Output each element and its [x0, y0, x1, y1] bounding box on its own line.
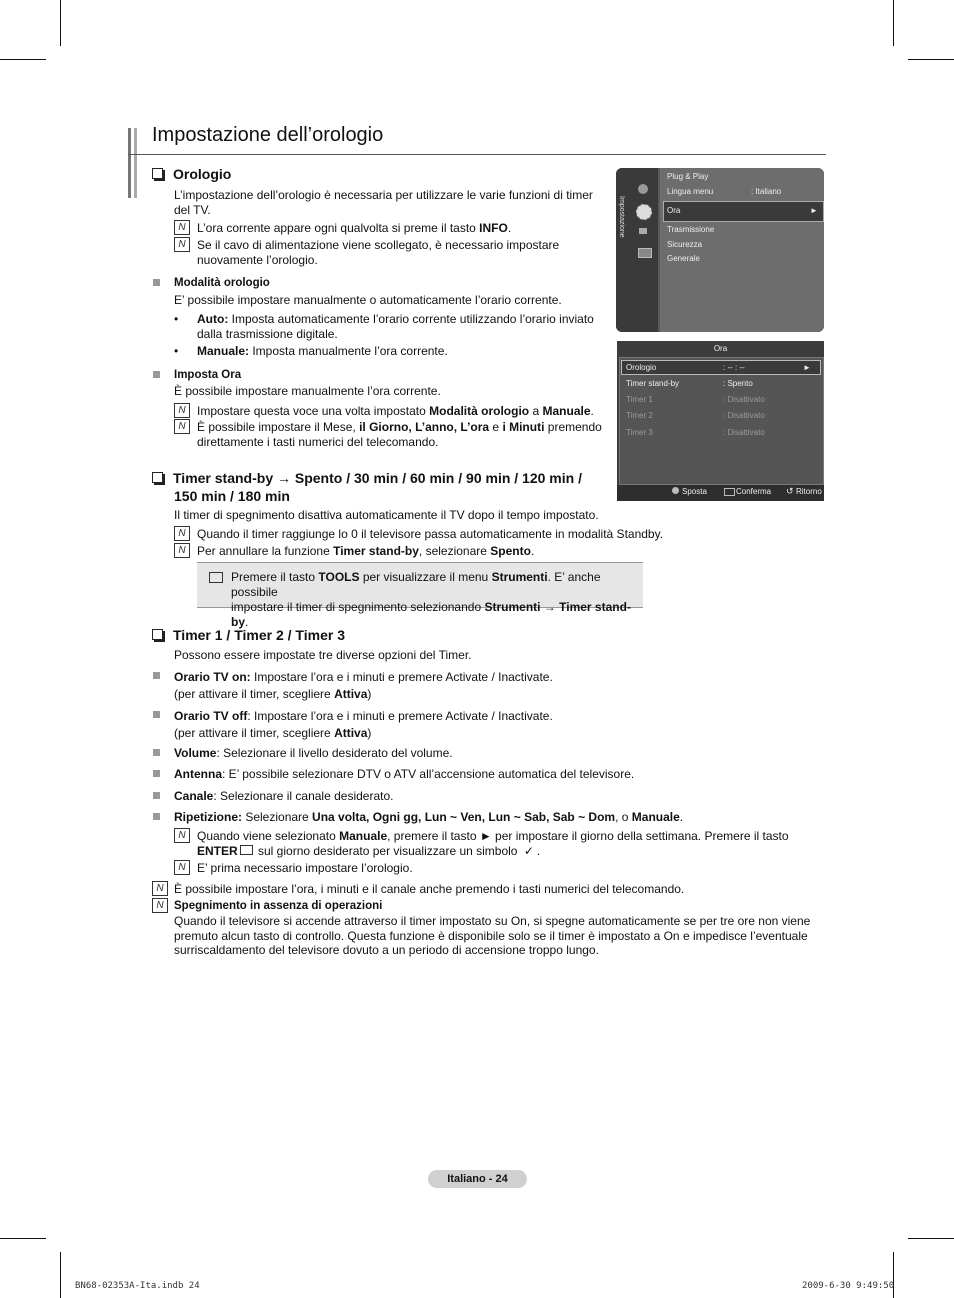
menu-sidebar: [616, 168, 658, 332]
menu-item-plug-play[interactable]: Plug & Play: [667, 172, 709, 181]
section-heading-standby: Timer stand-by → Spento / 30 min / 60 min / 90 min / 120 min / 150 min / 180 min: [152, 469, 582, 505]
enter-icon: [240, 845, 253, 855]
bullet-dot: •: [174, 344, 179, 358]
imposta-title: Imposta Ora: [174, 369, 242, 381]
chevron-right-icon: ►: [803, 363, 811, 372]
bullet-square-icon: [153, 792, 160, 799]
ripetizione-item: Ripetizione: Selezionare Una volta, Ogni gg, Lun ~ Ven, Lun ~ Sab, Sab ~ Dom, o Manuale.: [174, 810, 684, 824]
menu-row-timer-standby-value: : Spento: [723, 379, 753, 388]
spegnimento-desc: Quando il televisore si accende attraverso il timer impostato su On, si spegne automaticamente se per tre ore non viene premuto alcun tasto di controllo. Questa funzione è disponibile solo se il timer è impostato a On e impedisce l’eventuale surriscaldamento del televisore dovuto a un periodo di accensione troppo lungo.: [174, 914, 811, 957]
menu-side-label: Impostazione: [618, 196, 625, 238]
menu-row-orologio[interactable]: Orologio: [626, 363, 657, 372]
checkbox-icon: [152, 629, 163, 640]
title-rule: [128, 154, 826, 155]
menu-row-timer1-value: : Disattivato: [723, 395, 765, 404]
menu-item-generale[interactable]: Generale: [667, 254, 700, 263]
canale-item: Canale: Selezionare il canale desiderato.: [174, 789, 394, 803]
note-icon: N: [174, 543, 190, 558]
crop-mark: [908, 59, 954, 60]
menu-item-trasmissione[interactable]: Trasmissione: [667, 225, 715, 234]
orologio-intro: L’impostazione dell’orologio è necessaria per utilizzare le varie funzioni di timer del TV.: [174, 188, 593, 217]
menu-item-sicurezza[interactable]: Sicurezza: [667, 240, 703, 249]
standby-note-1: Quando il timer raggiunge lo 0 il televisore passa automaticamente in modalità Standby.: [197, 527, 664, 541]
ripetizione-note-1: Quando viene selezionato Manuale, premere il tasto ► per impostare il giorno della settimana. Premere il tasto ENTER sul giorno desiderato per visualizzare un simbolo ✓ .: [197, 829, 789, 858]
bullet-square-icon: [153, 770, 160, 777]
crop-mark: [0, 59, 46, 60]
bullet-dot: •: [174, 312, 179, 326]
menu-row-timer2-value: : Disattivato: [723, 411, 765, 420]
auto-item: Auto: Imposta automaticamente l’orario corrente utilizzando l’orario inviato dalla trasmissione digitale.: [197, 312, 594, 341]
chevron-right-icon: ►: [810, 206, 818, 215]
spegnimento-title: Spegnimento in assenza di operazioni: [174, 900, 383, 912]
menu-row-timer3[interactable]: Timer 3: [626, 428, 653, 437]
note-icon: N: [174, 237, 190, 252]
note-icon: N: [174, 419, 190, 434]
crop-mark: [908, 1238, 954, 1239]
menu-item-ora[interactable]: Ora: [667, 206, 681, 215]
menu-item-lingua[interactable]: Lingua menu: [667, 187, 714, 196]
menu-row-timer3-value: : Disattivato: [723, 428, 765, 437]
support-icon: [638, 248, 652, 258]
tools-tip-box: [197, 562, 643, 629]
manuale-item: Manuale: Imposta manualmente l’ora corrente.: [197, 344, 448, 358]
orologio-note-2: Se il cavo di alimentazione viene scollegato, è necessario impostare nuovamente l’orologio.: [197, 238, 560, 267]
menu-row-timer2[interactable]: Timer 2: [626, 411, 653, 420]
volume-item: Volume: Selezionare il livello desiderato del volume.: [174, 746, 453, 760]
note-icon: N: [174, 526, 190, 541]
crop-mark: [893, 0, 894, 46]
menu-item-lingua-value: : Italiano: [751, 187, 782, 196]
orologio-note-1: L’ora corrente appare ogni qualvolta si preme il tasto INFO.: [197, 221, 512, 235]
tools-icon: [209, 572, 223, 583]
note-icon: N: [174, 403, 190, 418]
picture-icon: [638, 184, 648, 194]
orario-on-item: Orario TV on: Impostare l’ora e i minuti e premere Activate / Inactivate. (per attivare il timer, scegliere Attiva): [174, 670, 553, 701]
bullet-square-icon: [153, 749, 160, 756]
modalita-desc: E’ possibile impostare manualmente o automaticamente l’orario corrente.: [174, 293, 562, 307]
checkmark-icon: ✓: [523, 844, 534, 858]
tools-tip-text: Premere il tasto TOOLS per visualizzare il menu Strumenti. E’ anche possibile impostare il timer di spegnimento selezionando Strumenti → Timer stand-by.: [231, 570, 631, 629]
bullet-square-icon: [153, 279, 160, 286]
footer-file: BN68-02353A-Ita.indb 24: [75, 1281, 200, 1291]
menu-row-timer1[interactable]: Timer 1: [626, 395, 653, 404]
modalita-title: Modalità orologio: [174, 277, 270, 289]
section-heading-timers: Timer 1 / Timer 2 / Timer 3: [152, 627, 345, 643]
tv-menu-setup: [616, 168, 824, 332]
page-number: Italiano - 24: [428, 1170, 527, 1188]
bullet-square-icon: [153, 672, 160, 679]
ripetizione-note-2: E’ prima necessario impostare l’orologio.: [197, 861, 413, 875]
menu-item-ora-highlight[interactable]: [663, 201, 824, 222]
crop-mark: [0, 1238, 46, 1239]
title-bars: [128, 128, 138, 198]
imposta-desc: È possibile impostare manualmente l’ora corrente.: [174, 384, 441, 398]
note-icon: N: [174, 860, 190, 875]
menu-ora-panel: [619, 357, 824, 485]
footer-conferma: Conferma: [736, 487, 772, 496]
note-icon: N: [152, 898, 168, 913]
menu-row-timer-standby[interactable]: Timer stand-by: [626, 379, 680, 388]
note-icon: N: [174, 828, 190, 843]
timers-desc: Possono essere impostate tre diverse opzioni del Timer.: [174, 648, 472, 662]
orario-off-item: Orario TV off: Impostare l’ora e i minuti e premere Activate / Inactivate. (per attivare il timer, scegliere Attiva): [174, 709, 553, 740]
footer-date: 2009-6-30 9:49:50: [802, 1281, 895, 1291]
page-title: Impostazione dell’orologio: [152, 124, 384, 146]
checkbox-icon: [152, 472, 163, 483]
crop-mark: [60, 1252, 61, 1298]
standby-desc: Il timer di spegnimento disattiva automaticamente il TV dopo il tempo impostato.: [174, 508, 599, 522]
antenna-item: Antenna: E’ possibile selezionare DTV o ATV all’accensione automatica del televisore.: [174, 767, 635, 781]
bullet-square-icon: [153, 813, 160, 820]
imposta-note-2: È possibile impostare il Mese, il Giorno, L’anno, L’ora e i Minuti premendo direttamente i tasti numerici del telecomando.: [197, 420, 602, 449]
enter-icon: [724, 488, 735, 496]
crop-mark: [893, 1252, 894, 1298]
standby-note-2: Per annullare la funzione Timer stand-by, selezionare Spento.: [197, 544, 535, 558]
note-icon: N: [152, 881, 168, 896]
gear-icon: [636, 204, 652, 220]
footer-sposta: Sposta: [682, 487, 707, 496]
footer-ritorno: Ritorno: [796, 487, 822, 496]
section-heading-orologio: Orologio: [152, 166, 231, 182]
checkbox-icon: [152, 168, 163, 179]
bullet-square-icon: [153, 371, 160, 378]
note-icon: N: [174, 220, 190, 235]
bullet-square-icon: [153, 711, 160, 718]
imposta-note-1: Impostare questa voce una volta impostato Modalità orologio a Manuale.: [197, 404, 594, 418]
general-note: È possibile impostare l’ora, i minuti e il canale anche premendo i tasti numerici del telecomando.: [174, 882, 685, 896]
input-icon: [639, 228, 647, 234]
menu-ora-title: Ora: [713, 344, 728, 353]
return-icon: ↺: [786, 486, 794, 496]
menu-row-orologio-value: : -- : --: [723, 363, 745, 372]
crop-mark: [60, 0, 61, 46]
move-icon: [672, 487, 679, 494]
